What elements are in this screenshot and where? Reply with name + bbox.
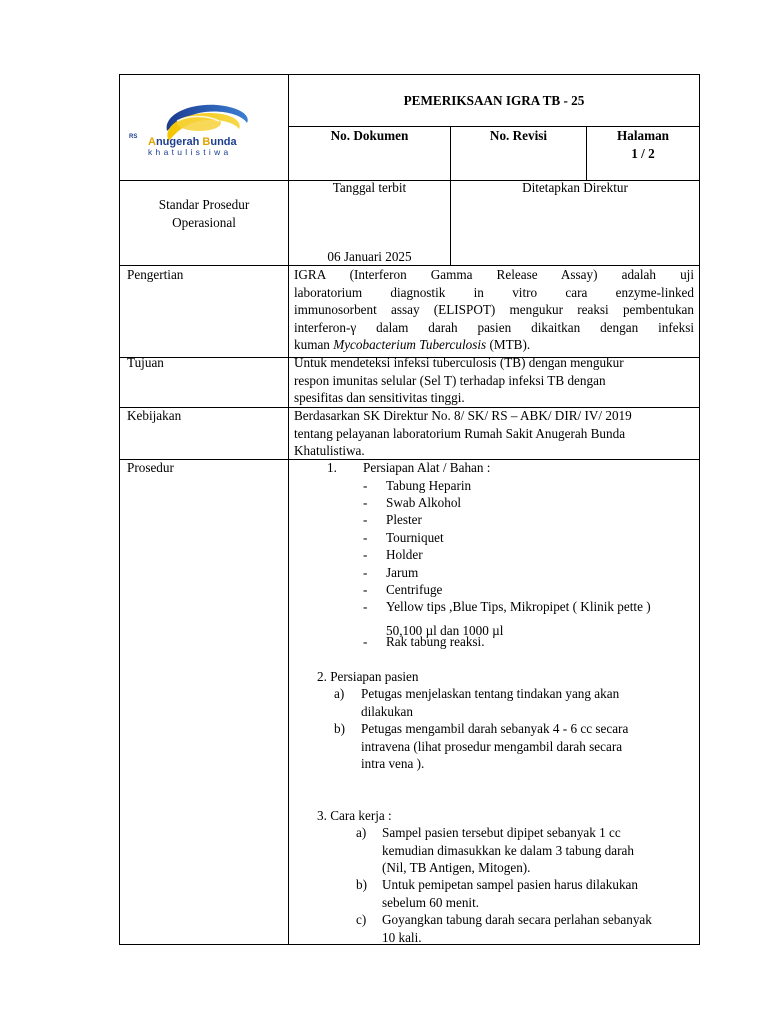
tanggal-terbit-label: Tanggal terbit bbox=[332, 180, 407, 195]
tanggal-terbit-value: 06 Januari 2025 bbox=[327, 249, 412, 264]
step2a-line1: Petugas menjelaskan tentang tindakan yang akan bbox=[361, 686, 620, 701]
pengertian-line4: interferon-γ dalam darah pasien dikaitkan dengan infeksi bbox=[294, 319, 694, 335]
step2a-line2: dilakukan bbox=[361, 703, 414, 719]
sop-label-line1: Standar Prosedur bbox=[158, 197, 250, 212]
ditetapkan-direktur: Ditetapkan Direktur bbox=[522, 180, 628, 195]
sop-label-line2: Operasional bbox=[172, 215, 236, 230]
step2-title: 2. Persiapan pasien bbox=[317, 669, 419, 684]
step3b-line2: sebelum 60 menit. bbox=[382, 894, 480, 910]
table-line-label-col bbox=[288, 74, 289, 945]
pengertian-label: Pengertian bbox=[127, 267, 184, 282]
kebijakan-line1: Berdasarkan SK Direktur No. 8/ SK/ RS – ABK/ DIR/ IV/ 2019 bbox=[294, 408, 632, 423]
step3a-line2: kemudian dimasukkan ke dalam 3 tabung darah bbox=[382, 842, 634, 858]
step2b-line3: intra vena ). bbox=[361, 756, 425, 771]
tool-item: Yellow tips ,Blue Tips, Mikropipet ( Klinik pette ) bbox=[386, 599, 651, 615]
tool-item: Plester bbox=[386, 512, 422, 528]
document-title: PEMERIKSAAN IGRA TB - 25 bbox=[403, 93, 585, 108]
tool-item: Tabung Heparin bbox=[386, 477, 472, 493]
halaman-label: Halaman bbox=[616, 128, 670, 143]
tool-item: Centrifuge bbox=[386, 581, 443, 597]
halaman-value: 1 / 2 bbox=[631, 146, 655, 161]
kebijakan-line2: tentang pelayanan laboratorium Rumah Sakit Anugerah Bunda bbox=[294, 425, 626, 441]
step3a-line3: (Nil, TB Antigen, Mitogen). bbox=[382, 860, 531, 875]
tool-item: Swab Alkohol bbox=[386, 494, 462, 510]
tool-item-dash: - bbox=[363, 494, 368, 510]
table-border-top bbox=[119, 74, 700, 75]
tool-item: Jarum bbox=[386, 564, 419, 580]
kebijakan-line3: Khatulistiwa. bbox=[294, 443, 365, 458]
pengertian-line5: kuman Mycobacterium Tuberculosis (MTB). bbox=[294, 337, 531, 352]
logo-rs-text: RS bbox=[129, 134, 138, 140]
tool-item-dash: - bbox=[363, 547, 368, 563]
tool-item: Tourniquet bbox=[386, 529, 444, 545]
step2b-line2: intravena (lihat prosedur mengambil darah secara bbox=[361, 738, 623, 754]
step3-title: 3. Cara kerja : bbox=[317, 808, 392, 823]
tujuan-line3: spesifitas dan sensitivitas tinggi. bbox=[294, 390, 465, 405]
step2b-marker: b) bbox=[334, 721, 345, 736]
tool-item-dash: - bbox=[363, 634, 368, 650]
tool-item: Rak tabung reaksi. bbox=[386, 634, 485, 650]
step1-number: 1. bbox=[327, 460, 337, 475]
step3a-line1: Sampel pasien tersebut dipipet sebanyak 1 cc bbox=[382, 825, 621, 840]
tool-item-dash: - bbox=[363, 581, 368, 597]
tool-item8-continuation: 50,100 µl dan 1000 µl bbox=[386, 623, 504, 638]
step3b-line1: Untuk pemipetan sampel pasien harus dilakukan bbox=[382, 877, 638, 892]
table-border-right bbox=[699, 74, 700, 945]
tujuan-label: Tujuan bbox=[127, 355, 164, 370]
no-dokumen-label: No. Dokumen bbox=[330, 128, 409, 143]
tujuan-line1: Untuk mendeteksi infeksi tuberculosis (TB) dengan mengukur bbox=[294, 355, 624, 370]
pengertian-line1: IGRA (Interferon Gamma Release Assay) adalah uji bbox=[294, 267, 694, 282]
tool-item-dash: - bbox=[363, 564, 368, 580]
step3a-marker: a) bbox=[356, 825, 367, 840]
step1-title: Persiapan Alat / Bahan : bbox=[363, 460, 491, 475]
step3c-line1: Goyangkan tabung darah secara perlahan sebanyak bbox=[382, 912, 652, 927]
tool-item: Holder bbox=[386, 547, 423, 563]
step3c-line2: 10 kali. bbox=[382, 929, 422, 945]
step3b-marker: b) bbox=[356, 877, 367, 892]
pengertian-line3: immunosorbent assay (ELISPOT) mengukur reaksi pembentukan bbox=[294, 302, 694, 317]
sop-document bbox=[119, 74, 700, 945]
logo-subtitle-text: khatulistiwa bbox=[148, 147, 232, 157]
tool-item-dash: - bbox=[363, 477, 368, 493]
logo-name-text: Anugerah Bunda bbox=[148, 136, 237, 148]
kebijakan-label: Kebijakan bbox=[127, 408, 182, 423]
step2b-line1: Petugas mengambil darah sebanyak 4 - 6 cc secara bbox=[361, 721, 629, 736]
pengertian-line2: laboratorium diagnostik in vitro cara enzyme-linked bbox=[294, 284, 694, 300]
step3c-marker: c) bbox=[356, 912, 367, 927]
step2a-marker: a) bbox=[334, 686, 345, 701]
tool-item-dash: - bbox=[363, 529, 368, 545]
tujuan-line2: respon imunitas selular (Sel T) terhadap infeksi TB dengan bbox=[294, 372, 606, 388]
prosedur-label: Prosedur bbox=[127, 460, 174, 475]
no-revisi-label: No. Revisi bbox=[489, 128, 548, 143]
tool-item-dash: - bbox=[363, 512, 368, 528]
tool-item-dash: - bbox=[363, 599, 368, 615]
